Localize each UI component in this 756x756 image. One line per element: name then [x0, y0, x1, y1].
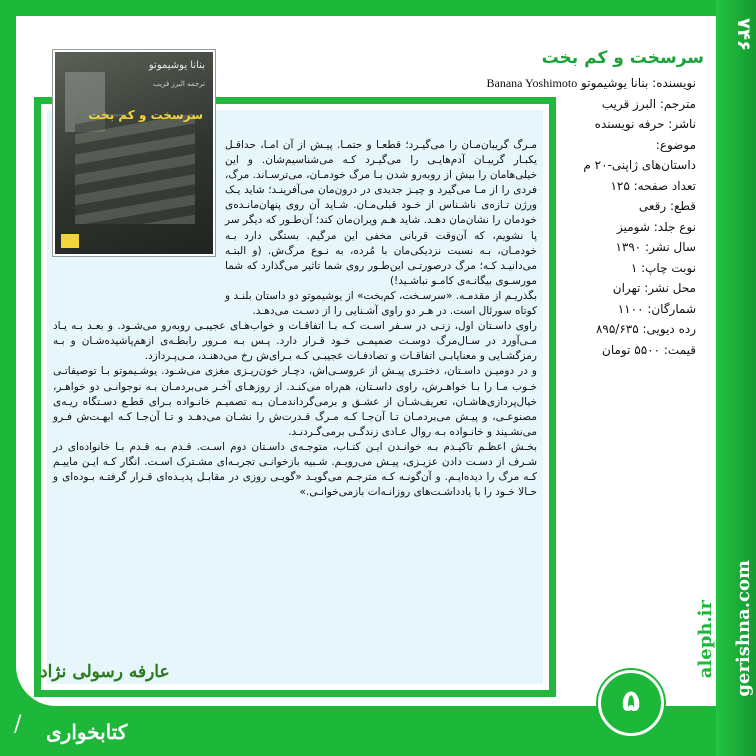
- meta-dewey: رده دیویی: ۸۹۵/۶۳۵: [595, 322, 696, 336]
- meta-author: [486, 73, 696, 94]
- cover-title: سرسخت و کم بخت: [88, 108, 203, 122]
- meta-binding: نوع جلد: شومیز: [617, 219, 696, 234]
- meta-author-en: Banana Yoshimoto: [486, 76, 578, 90]
- site-url-primary[interactable]: gerishna.com: [733, 560, 754, 697]
- slash-mark: /: [14, 712, 22, 737]
- meta-publisher: ناشر: حرفه نویسنده: [594, 117, 696, 131]
- cover-author: بنانا یوشیموتو: [148, 60, 205, 71]
- section-number-badge: ۵: [598, 670, 664, 736]
- book-cover-image: [53, 50, 215, 256]
- page-number: ۷۴۶: [733, 18, 754, 51]
- meta-subject-value: داستان‌های ژاپنی-۲۰ م: [583, 158, 696, 172]
- cover-stairs: [75, 114, 195, 224]
- meta-place: محل نشر: تهران: [612, 281, 696, 295]
- title-block: [542, 48, 704, 68]
- meta-pages: تعداد صفحه: ۱۲۵: [610, 178, 696, 193]
- meta-format: قطع: رقعی: [638, 199, 696, 213]
- meta-print-run: شمارگان: ۱۱۰۰: [617, 301, 696, 316]
- cover-subtitle: ترجمه البرز قریب: [153, 80, 205, 88]
- review-paragraph: راوی داسـتان اول، زنـی در سـفر اسـت کـه بـا اتفاقـات و خواب‌هـای عجیبـی رو‌به‌رو می‌شـود. و بعـد بـه یـاد مـی‌آورد در سـال‌مرگ دوسـت صمیمـی خـود قـرار دارد. پـس بـه مـرور رابطـه‌ی از‌هم‌پاشیده‌شـان و بـه رمزگشـایی و معنایابـی اتفاقـات و تصادفـات عجیبـی کـه بـرای‌ش رخ می‌دهنـد، مـی‌پـردازد.: [53, 320, 537, 363]
- meta-price: قیمت: ۵۵۰۰ تومان: [602, 342, 696, 357]
- section-label: کتابخواری: [46, 720, 128, 744]
- meta-subject-label: موضوع:: [655, 137, 696, 152]
- reviewer-name: عارفه رسولی نژاد: [40, 662, 170, 682]
- book-title: سرسخت و کم بخت: [541, 48, 704, 68]
- review-paragraph: و در دومیـن داسـتان، دختـری پیـش از عروسـی‌اش، دچـار خون‌ریـزی مغزی می‌شـود. یوشـیموتو بـا توصیفاتـی خـوب مـا را بـا خواهـرش، راوی داسـتان، هم‌راه می‌کنـد. از روزهـای آخـر می‌بردمـان بـه نوجوانـی دو خواهـر، خیال‌پردازی‌هاشـان، تعریف‌شـان از عشـق و برمی‌گرداندمـان بـه تصمیـم خانـواده بـرای قطـع دسـتگاه ریـه‌ی مصنوعـی، و پیـش می‌بردمـان تـا آن‌جـا کـه مـرگ قـدرت‌ش را نشـان می‌دهـد و تـا آن‌جـا کـه ابهـت‌ش فـرو می‌نشـیند و خانـواده بـه روال عـادی زندگـی برمی‌گـردنـد.: [53, 365, 537, 438]
- meta-edition: نوبت چاپ: ۱: [630, 260, 696, 275]
- review-paragraph: بگذریـم از مقدمـه. «سرسـخت، کم‌بخت» از یوشیموتو دو داستان بلنـد و کوتاه سورئال است. در هـر دو راوی آشـنایی را از دسـت می‌دهـد.: [225, 289, 537, 318]
- meta-year: سال نشر: ۱۳۹۰: [615, 240, 696, 254]
- meta-translator: مترجم: البرز قریب: [601, 96, 696, 111]
- meta-author-fa: نویسنده: بنانا یوشیموتو: [581, 76, 696, 90]
- cover-publisher-logo: [61, 234, 79, 248]
- review-paragraph: مـرگ گریبان‌مـان را می‌گیـرد؛ قطعـا و حتمـا. پیـش از آن امـا، حداقـل یکبـار گریبـان آدم‌هایـی را می‌گیـرد کـه می‌شناسیم‌شان. و این خیلی‌هامان را بیش از رو‌به‌رو شدن بـا مرگ خودمـان، می‌ترسـاند. مرگ، فردی را از مـا می‌گیرد و چیـز جدیدی در درون‌مان می‌آفرینـد؛ شاید یـک ورژن تـازه‌ی ناشـناس از خـود قبلی‌مـان. شـاید آن روی پنهان‌مانـده‌ی خودمان را نشان‌مان دهـد. شاید هـم ویران‌مان کند؛ آن‌طـور که دیگر سر پا نشویم، که آن‌وقت قربانی مخفی این مرگیم. بستگی دارد بـه خودمـان، بـه نسبت نزدیکی‌مان با مُرده، به نـوع مرگ‌ش. (و البتـه می‌دانیـد کـه؛ مرگ درصورتـی این‌طـور روی شما تاثیر می‌گذارد که شما مورسـوی بیگانـه‌ی کامـو نباشـید!): [225, 139, 537, 287]
- review-paragraph: بخـش اعظـم تاکیـدم بـه خوانـدن ایـن کتـاب، متوجـه‌ی داسـتان دوم اسـت. قـدم بـه قـدم بـا خانواده‌ای در شـرف از دسـت دادن عزیـزی، پیـش می‌رویـم. شـبیه بازخوانـی تجربـه‌ای مشـترک اسـت. انگار کـه ایـن ماییـم کـه مرگ را دیده‌ایـم. و آن‌گونـه کـه مترجـم می‌گویـد «گویـی روزی در مقابـل پدیـده‌ای قـرار گرفتـه بـوده‌ای و حـالا خـود را با یادداشـت‌های روزانـه‌ات بازمی‌خوانـی.»: [53, 440, 537, 499]
- site-url-secondary[interactable]: aleph.ir: [695, 600, 716, 679]
